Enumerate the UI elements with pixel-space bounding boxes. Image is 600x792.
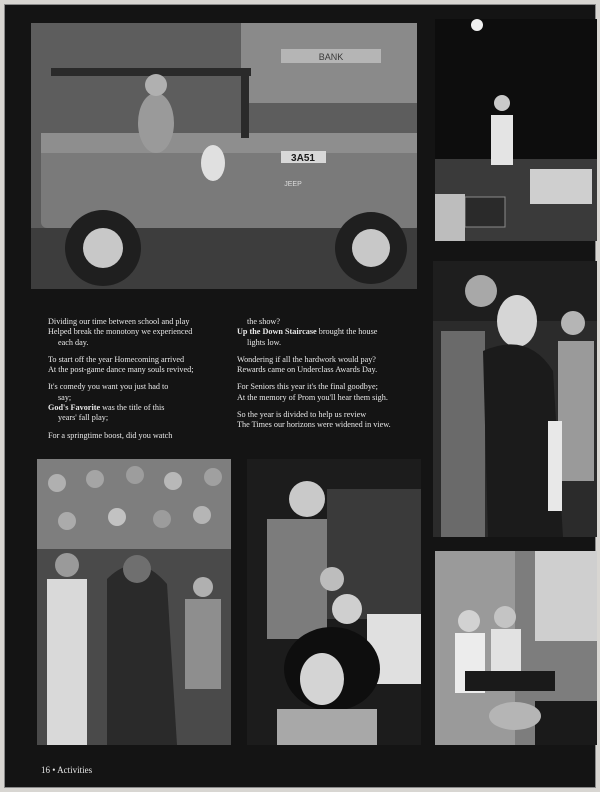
poem-stanza [48,317,236,348]
poem-stanza [48,431,236,441]
jeep-plate: 3A51 [291,153,315,164]
poem-line: At the post-game dance many souls revived; [48,365,194,375]
poem-line: say; [58,392,72,402]
poem-line: For a springtime boost, did you watch [48,430,173,440]
poem-line: lights low. [247,337,282,347]
page-number: 16 [41,765,50,775]
play-title: God's Favorite [48,403,101,413]
poem-right-column [237,317,427,438]
poem-stanza [237,382,427,403]
jeep-badge: JEEP [284,181,302,188]
poem-line: At the memory of Prom you'll hear them sigh. [237,392,388,402]
section-name: Activities [57,765,93,775]
photo-awards-day [247,459,421,745]
poem-stanza [237,355,427,376]
poem-left-column [48,317,236,448]
poem-line: God's Favorite was the title of this [48,403,165,413]
play-title: Up the Down Staircase [237,327,317,337]
poem-line: It's comedy you want you just had to [48,382,169,392]
poem-line: To start off the year Homecoming arrived [48,354,185,364]
yearbook-page [4,4,596,788]
poem-stanza [237,317,427,348]
poem-line: Rewards came on Underclass Awards Day. [237,365,378,375]
poem-line: For Seniors this year it's the final goodbye; [237,382,378,392]
poem-line: So the year is divided to help us review [237,410,367,420]
photo-prom-dance [433,261,597,537]
poem-line: Up the Down Staircase brought the house [237,327,378,337]
bank-sign: BANK [318,52,344,62]
poem-line: The Times our horizons were widened in view. [237,420,391,430]
poem-line: the show? [247,317,280,326]
photo-assembly-students [37,459,231,745]
poem-stanza [237,410,427,431]
poem-stanza [48,382,236,423]
poem-line: years' fall play; [58,413,109,423]
photo-music-performance [435,551,597,745]
poem-line: Helped break the monotony we experienced [48,327,193,337]
photo-parade-jeep [31,23,417,289]
poem-line: Dividing our time between school and play [48,317,190,326]
folio-bullet: • [52,765,56,775]
page-folio [41,765,92,775]
poem-line: each day. [58,337,89,347]
photo-stage-play [435,19,597,241]
poem-stanza [48,355,236,376]
poem-line: Wondering if all the hardwork would pay? [237,354,376,364]
